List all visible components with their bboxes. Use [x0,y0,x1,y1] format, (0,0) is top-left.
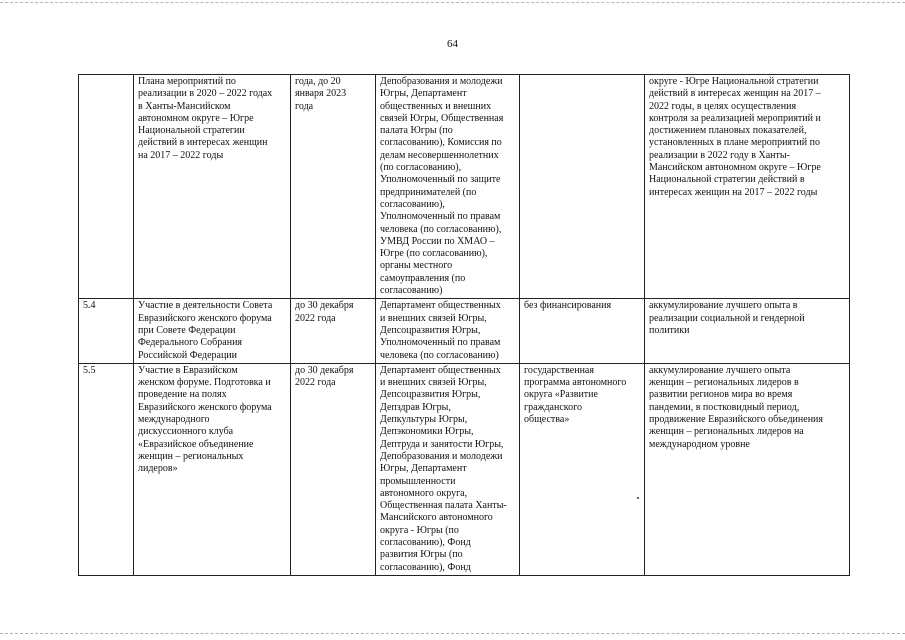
cell-deadline: до 30 декабря 2022 года [291,299,376,363]
cell-result: аккумулирование лучшего опыта женщин – региональных лидеров в развитии регионов мира во время пандемии, в постковидный период, продвижение Евразийского объединения женщин – региональных лидеров на международном уровне [645,363,850,575]
cell-executors: Департамент общественных и внешних связей Югры, Депсоцразвития Югры, Уполномоченный по правам человека (по согласованию) [376,299,520,363]
cell-result: округе - Югре Национальной стратегии действий в интересах женщин на 2017 – 2022 годы, в целях осуществления контроля за реализацией мероприятий и достижением плановых показателей, установленных в плане мероприятий по реализации в 2022 году в Ханты- Мансийском автономном округе – Югре Национальной стратегии действий в интересах женщин на 2017 – 2022 годы [645,75,850,299]
cell-number: 5.5 [79,363,134,575]
cell-funding: без финансирования [520,299,645,363]
cell-event: Участие в Евразийском женском форуме. Подготовка и проведение на полях Евразийского женского форума международного дискуссионного клуба «Евразийское объединение женщин – региональных лидеров» [134,363,291,575]
cell-number: 5.4 [79,299,134,363]
table-row [79,75,850,299]
page-number: 64 [447,38,458,50]
cell-executors: Департамент общественных и внешних связей Югры, Депсоцразвития Югры, Депздрав Югры, Депкультуры Югры, Депэкономики Югры, Дептруда и занятости Югры, Депобразования и молодежи Югры, Департамент промышленности автономного округа, Общественная палата Ханты- Мансийского автономного округа - Югры (по согласованию), Фонд развития Югры (по согласованию), Фонд [376,363,520,575]
cell-deadline: до 30 декабря 2022 года [291,363,376,575]
cell-executors: Депобразования и молодежи Югры, Департамент общественных и внешних связей Югры, Общественная палата Югры (по согласованию), Комиссия по делам несовершеннолетних (по согласованию), Уполномоченный по защите предпринимателей (по согласованию), Уполномоченный по правам человека (по согласованию), УМВД России по ХМАО – Югре (по согласованию), органы местного самоуправления (по согласованию) [376,75,520,299]
top-scan-border [0,2,905,3]
scan-speck [637,497,639,499]
cell-number [79,75,134,299]
cell-funding [520,75,645,299]
table-row [79,299,850,363]
bottom-scan-border [0,633,905,634]
table-row [79,363,850,575]
cell-result: аккумулирование лучшего опыта в реализации социальной и гендерной политики [645,299,850,363]
cell-event: Участие в деятельности Совета Евразийского женского форума при Совете Федерации Федерального Собрания Российской Федерации [134,299,291,363]
cell-event: Плана мероприятий по реализации в 2020 – 2022 годах в Ханты-Мансийском автономном округе – Югре Национальной стратегии действий в интересах женщин на 2017 – 2022 годы [134,75,291,299]
plan-table [78,74,850,576]
cell-funding: государственная программа автономного округа «Развитие гражданского общества» [520,363,645,575]
cell-deadline: года, до 20 января 2023 года [291,75,376,299]
